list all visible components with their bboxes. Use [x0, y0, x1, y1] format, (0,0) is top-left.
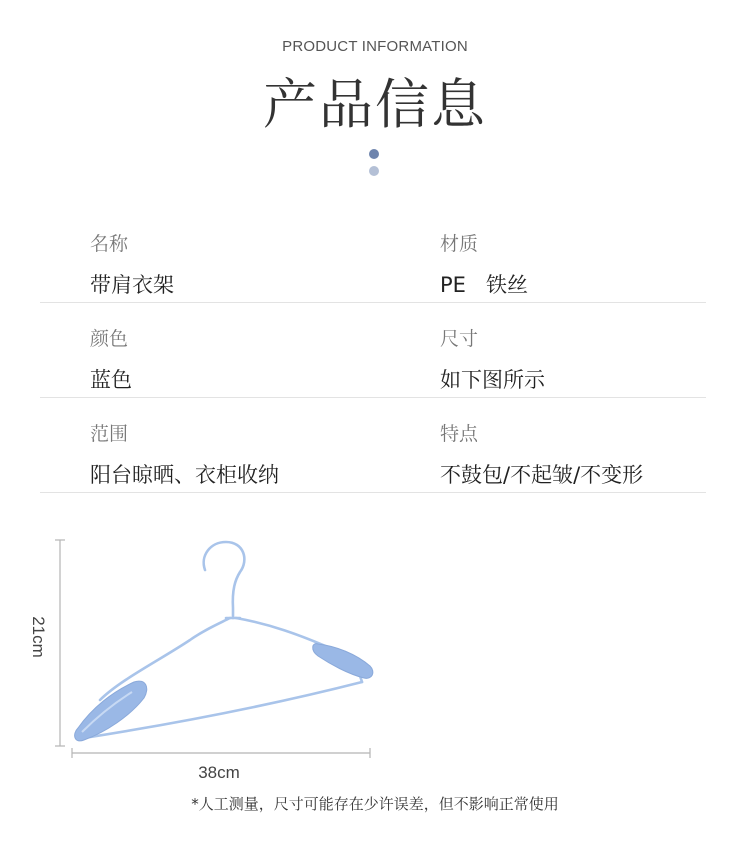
spec-label-scope: 范围: [90, 423, 129, 445]
decor-dot-dark: [369, 149, 379, 159]
decor-dot-light: [369, 166, 379, 176]
spec-label-size: 尺寸: [440, 328, 479, 350]
height-dimension-line: [55, 540, 65, 746]
measurement-note: *人工测量，尺寸可能存在少许误差，但不影响正常使用: [191, 795, 559, 813]
hanger-diagram: [0, 520, 750, 800]
spec-value-material: PE 铁丝: [440, 273, 528, 297]
spec-value-size: 如下图所示: [440, 368, 545, 392]
hanger-illustration: [0, 520, 750, 800]
spec-label-feature: 特点: [440, 423, 479, 445]
spec-label-name: 名称: [90, 233, 129, 255]
width-dimension-line: [72, 748, 370, 758]
width-label: 38cm: [198, 763, 240, 782]
product-subtitle: PRODUCT INFORMATION: [282, 38, 468, 55]
spec-value-color: 蓝色: [90, 368, 132, 392]
spec-value-scope: 阳台晾晒、衣柜收纳: [90, 463, 279, 487]
spec-label-color: 颜色: [90, 328, 129, 350]
page-title: 产品信息: [263, 73, 487, 136]
spec-value-name: 带肩衣架: [90, 273, 174, 297]
hanger-shoulder-pad-right: [313, 644, 373, 679]
spec-value-feature: 不鼓包/不起皱/不变形: [440, 463, 644, 487]
spec-label-material: 材质: [440, 233, 479, 255]
spec-row-name-material: [40, 207, 706, 303]
spec-row-color-size: [40, 302, 706, 398]
spec-row-scope-feature: [40, 397, 706, 493]
height-label: 21cm: [29, 616, 48, 658]
